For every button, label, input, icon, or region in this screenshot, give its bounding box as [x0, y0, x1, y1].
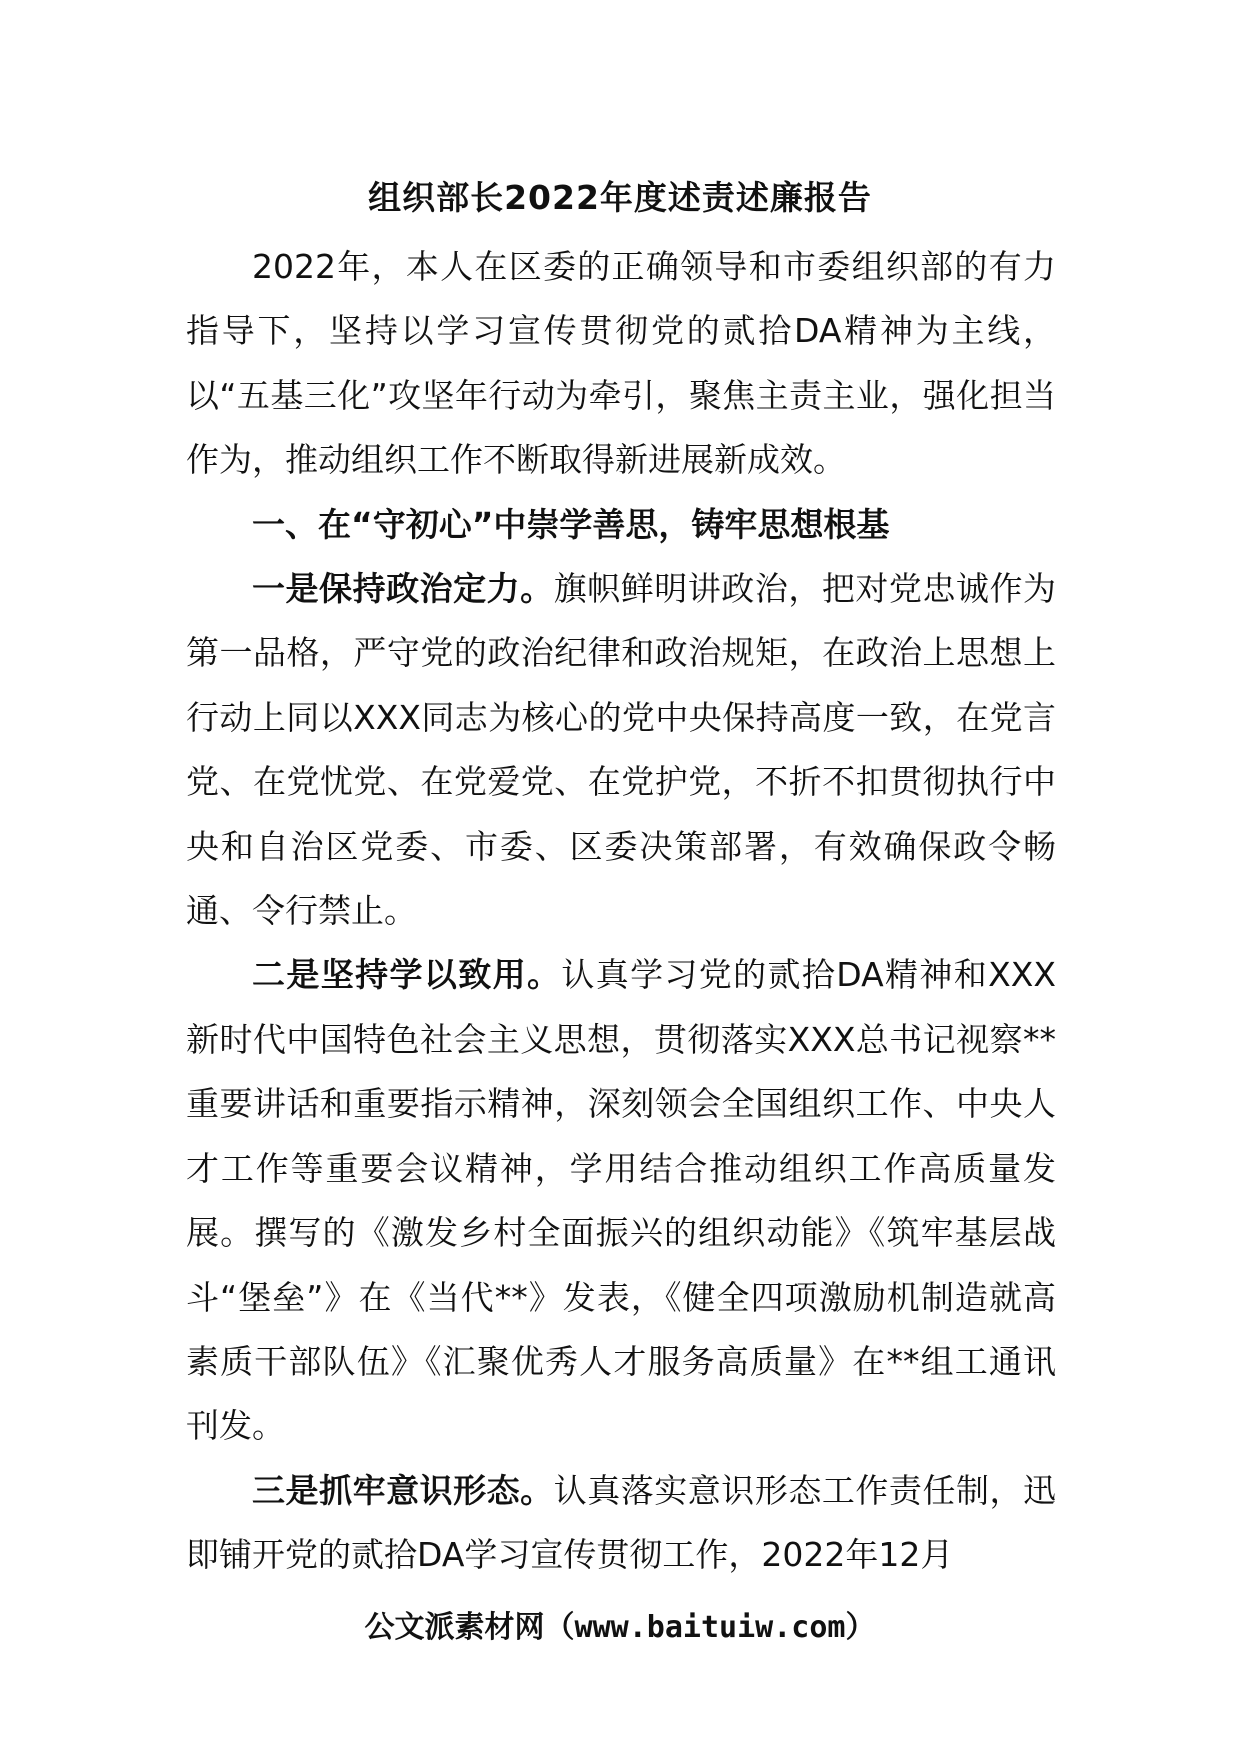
- document-body: [186, 235, 1056, 1588]
- footer-watermark: [0, 1608, 1240, 1648]
- paragraph-ideology: [186, 1459, 1056, 1588]
- paragraph-lead: 二是坚持学以致用。: [252, 955, 562, 995]
- paragraph-study: [186, 943, 1056, 1458]
- paragraph-body: 旗帜鲜明讲政治，把对党忠诚作为第一品格，严守党的政治纪律和政治规矩，在政治上思想上行动上同以XXX同志为核心的党中央保持高度一致，在党言党、在党忧党、在党爱党、在党护党，不折不扣贯彻执行中央和自治区党委、市委、区委决策部署，有效确保政令畅通、令行禁止。: [186, 569, 1057, 931]
- section-heading: 一、在“守初心”中崇学善思，铸牢思想根基: [252, 504, 890, 544]
- paragraph-lead: 三是抓牢意识形态。: [252, 1470, 554, 1510]
- footer-url: （www.baituiw.com）: [544, 1610, 876, 1645]
- paragraph-political: [186, 557, 1056, 943]
- footer-site-name: 公文派素材网: [364, 1610, 545, 1645]
- paragraph-lead: 一是保持政治定力。: [252, 569, 554, 609]
- document-title: 组织部长2022年度述责述廉报告: [368, 178, 872, 217]
- paragraph-body: 认真学习党的贰拾DA精神和XXX新时代中国特色社会主义思想，贯彻落实XXX总书记视察**重要讲话和重要指示精神，深刻领会全国组织工作、中央人才工作等重要会议精神，学用结合推动组织工作高质量发展。撰写的《激发乡村全面振兴的组织动能》《筑牢基层战斗“堡垒”》在《当代**》发表，《健全四项激励机制造就高素质干部队伍》《汇聚优秀人才服务高质量》在**组工通讯刊发。: [186, 955, 1056, 1446]
- intro-paragraph: 2022年，本人在区委的正确领导和市委组织部的有力指导下，坚持以学习宣传贯彻党的贰拾DA精神为主线，以“五基三化”攻坚年行动为牵引，聚焦主责主业，强化担当作为，推动组织工作不断取得新进展新成效。: [186, 247, 1056, 480]
- paragraph-body: 认真落实意识形态工作责任制，迅即铺开党的贰拾DA学习宣传贯彻工作，2022年12月: [186, 1470, 1057, 1575]
